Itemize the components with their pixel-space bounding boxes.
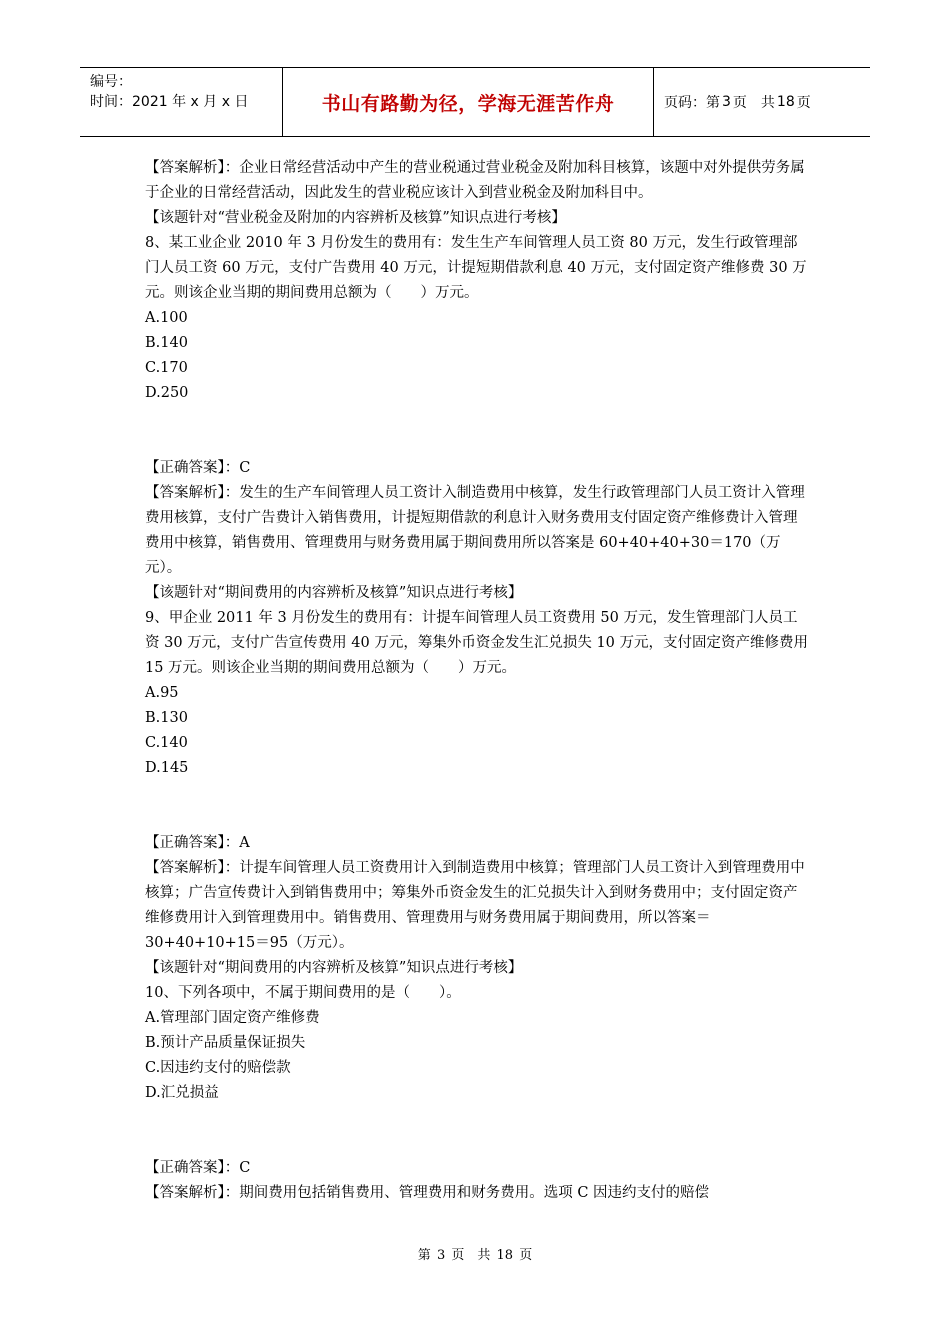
document-body (145, 156, 809, 1206)
footer-mid: 页 共 (451, 1248, 491, 1263)
footer-prefix: 第 (417, 1248, 431, 1263)
q8-question: 8、某工业企业 2010 年 3 月份发生的费用有：发生生产车间管理人员工资 80 万元，发生行政管理部门人员工资 60 万元，支付广告费用 40 万元，计提短期借款利息 40 万元，支付固定资产维修费 30 万元。则该企业当期的期间费用总额为（ ）万元。 (145, 235, 807, 301)
number-label: 编号： (90, 74, 132, 90)
spacer (145, 406, 809, 456)
q10-answer: 【正确答案】：C (145, 1160, 251, 1176)
header-page-info (654, 68, 870, 136)
q10-option-b: B.预计产品质量保证损失 (145, 1035, 306, 1051)
footer-suffix: 页 (519, 1248, 533, 1263)
page-total: 18 (776, 94, 795, 110)
q9-question: 9、甲企业 2011 年 3 月份发生的费用有：计提车间管理人员工资费用 50 万元，发生管理部门人员工资 30 万元，支付广告宣传费用 40 万元，筹集外币资金发生汇兑损失 10 万元，支付固定资产维修费用 15 万元。则该企业当期的期间费用总额为（ ）万元。 (145, 610, 809, 676)
q9-option-a: A.95 (145, 685, 179, 701)
q9-analysis: 【答案解析】：计提车间管理人员工资费用计入到制造费用中核算；管理部门人员工资计入到管理费用中核算；广告宣传费计入到销售费用中；筹集外币资金发生的汇兑损失计入到财务费用中；支付固定资产维修费用计入到管理费用中。销售费用、管理费用与财务费用属于期间费用，所以答案＝30+40+10+15＝95（万元）。 (145, 860, 805, 951)
header-meta (80, 68, 282, 136)
q10-option-c: C.因违约支付的赔偿款 (145, 1060, 291, 1076)
header-slogan: 书山有路勤为径，学海无涯苦作舟 (282, 68, 654, 136)
q8-answer: 【正确答案】：C (145, 460, 251, 476)
q9-topic: 【该题针对“期间费用的内容辨析及核算”知识点进行考核】 (145, 960, 523, 976)
q7-analysis: 【答案解析】：企业日常经营活动中产生的营业税通过营业税金及附加科目核算，该题中对外提供劳务属于企业的日常经营活动，因此发生的营业税应该计入到营业税金及附加科目中。 (145, 160, 805, 201)
q7-topic: 【该题针对“营业税金及附加的内容辨析及核算”知识点进行考核】 (145, 210, 566, 226)
page-label-mid: 页 共 (732, 95, 775, 111)
q8-option-a: A.100 (145, 310, 188, 326)
time-label: 时间：2021 年 x 月 x 日 (90, 94, 249, 110)
q10-analysis: 【答案解析】：期间费用包括销售费用、管理费用和财务费用。选项 C 因违约支付的赔偿 (145, 1185, 710, 1201)
q8-analysis: 【答案解析】：发生的生产车间管理人员工资计入制造费用中核算，发生行政管理部门人员工资计入管理费用核算，支付广告费计入销售费用，计提短期借款的利息计入财务费用支付固定资产维修费计入管理费用中核算，销售费用、管理费用与财务费用属于期间费用所以答案是 60+40+40+30＝170（万元）。 (145, 485, 805, 576)
q8-topic: 【该题针对“期间费用的内容辨析及核算”知识点进行考核】 (145, 585, 523, 601)
page-header (80, 67, 870, 137)
q8-option-c: C.170 (145, 360, 188, 376)
spacer (145, 781, 809, 831)
q10-question: 10、下列各项中，不属于期间费用的是（ ）。 (145, 985, 461, 1001)
q9-option-d: D.145 (145, 760, 189, 776)
footer-current: 3 (436, 1248, 446, 1263)
page-label-prefix: 页码：第 (664, 95, 720, 111)
footer-total: 18 (496, 1248, 514, 1263)
q9-answer: 【正确答案】：A (145, 835, 250, 851)
spacer (145, 1106, 809, 1156)
q8-option-d: D.250 (145, 385, 189, 401)
q9-option-b: B.130 (145, 710, 188, 726)
q10-option-d: D.汇兑损益 (145, 1085, 219, 1101)
page-footer (0, 1247, 950, 1265)
q10-option-a: A.管理部门固定资产维修费 (145, 1010, 320, 1026)
page-current: 3 (722, 94, 731, 110)
q9-option-c: C.140 (145, 735, 188, 751)
page-label-suffix: 页 (796, 95, 811, 111)
q8-option-b: B.140 (145, 335, 188, 351)
